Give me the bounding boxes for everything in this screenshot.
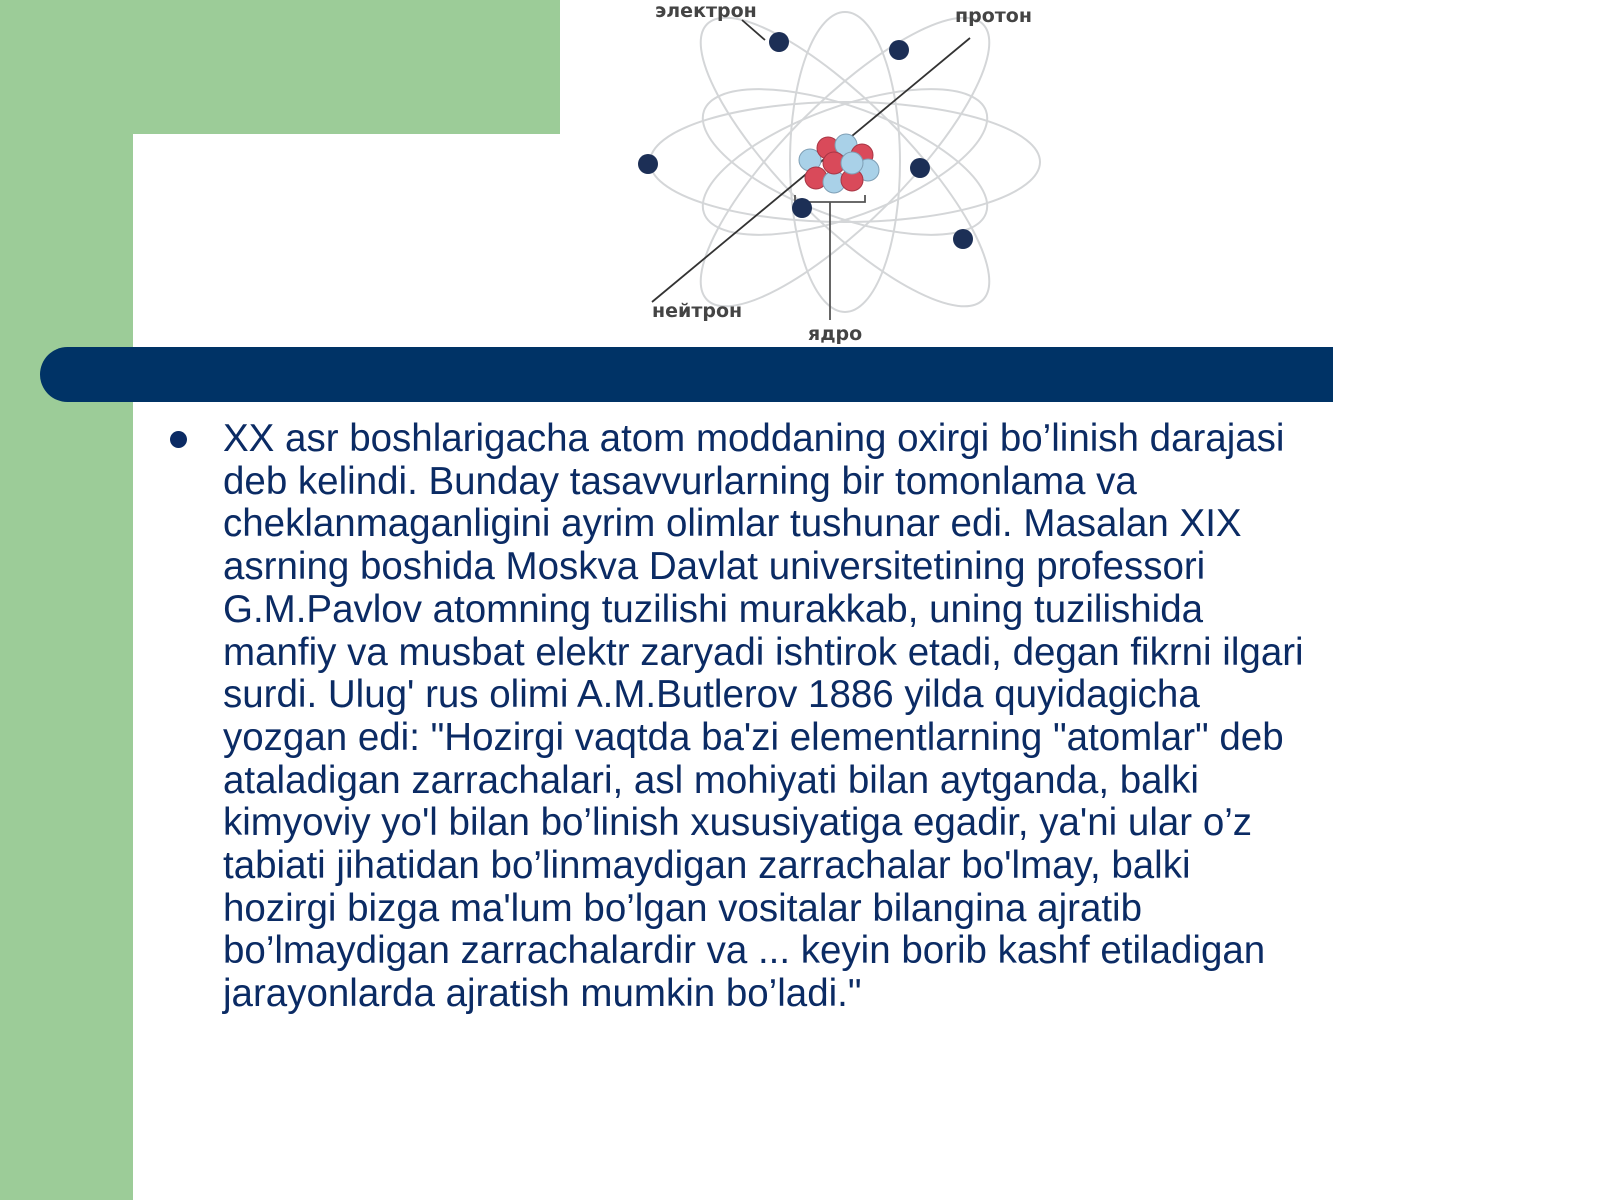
text-line: manfiy va musbat elektr zaryadi ishtirok etadi, degan fikrni ilgari [223,630,1304,674]
text-line: hozirgi bizga ma'lum bo’lgan vositalar bilangina ajratib [223,886,1143,930]
text-line: ataladigan zarrachalari, asl mohiyati bilan aytganda, balki [223,758,1199,802]
bullet-item [160,418,1490,1016]
bullet-text [223,418,1490,1016]
electron-dot [638,154,658,174]
text-line: kimyoviy yo'l bilan bo’linish xususiyatiga egadir, ya'ni ular o’z [223,801,1253,845]
electron-dot [769,32,789,52]
text-line: G.M.Pavlov atomning tuzilishi murakkab, uning tuzilishida [223,587,1204,631]
label-nucleus: ядро [808,323,863,345]
label-electron: электрон [655,0,757,22]
electron-dot [792,198,812,218]
bullet-icon [170,431,187,448]
electron-dot [910,158,930,178]
label-proton: протон [955,5,1032,27]
nucleus [799,134,879,193]
text-line: cheklanmaganligini ayrim olimlar tushunar edi. Masalan XIX [223,502,1242,546]
text-line: yozgan edi: "Hozirgi vaqtda ba'zi elementlarning "atomlar" deb [223,715,1284,759]
text-line: tabiati jihatidan bo’linmaydigan zarrachalar bo'lmay, balki [223,844,1191,888]
label-neutron: нейтрон [652,300,743,322]
text-line: asrning boshida Moskva Davlat universitetining professori [223,545,1206,589]
electron-dot [889,40,909,60]
text-line: XX asr boshlarigacha atom moddaning oxirgi bo’linish darajasi [223,417,1285,460]
text-line: jarayonlarda ajratish mumkin bo’ladi." [223,972,862,1016]
text-line: bo’lmaydigan zarrachalardir va ... keyin borib kashf etiladigan [223,929,1266,973]
atom-diagram [630,0,1060,350]
electron-dot [953,229,973,249]
text-line: surdi. Ulug' rus olimi A.M.Butlerov 1886 yilda quyidagicha [223,673,1200,717]
text-line: deb kelindi. Bunday tasavvurlarning bir tomonlama va [223,459,1137,503]
navy-title-bar [40,347,1333,402]
green-left-band [0,0,133,1200]
bullet-list [160,418,1490,1016]
neutron-particle [841,152,863,174]
green-top-band [0,0,560,134]
